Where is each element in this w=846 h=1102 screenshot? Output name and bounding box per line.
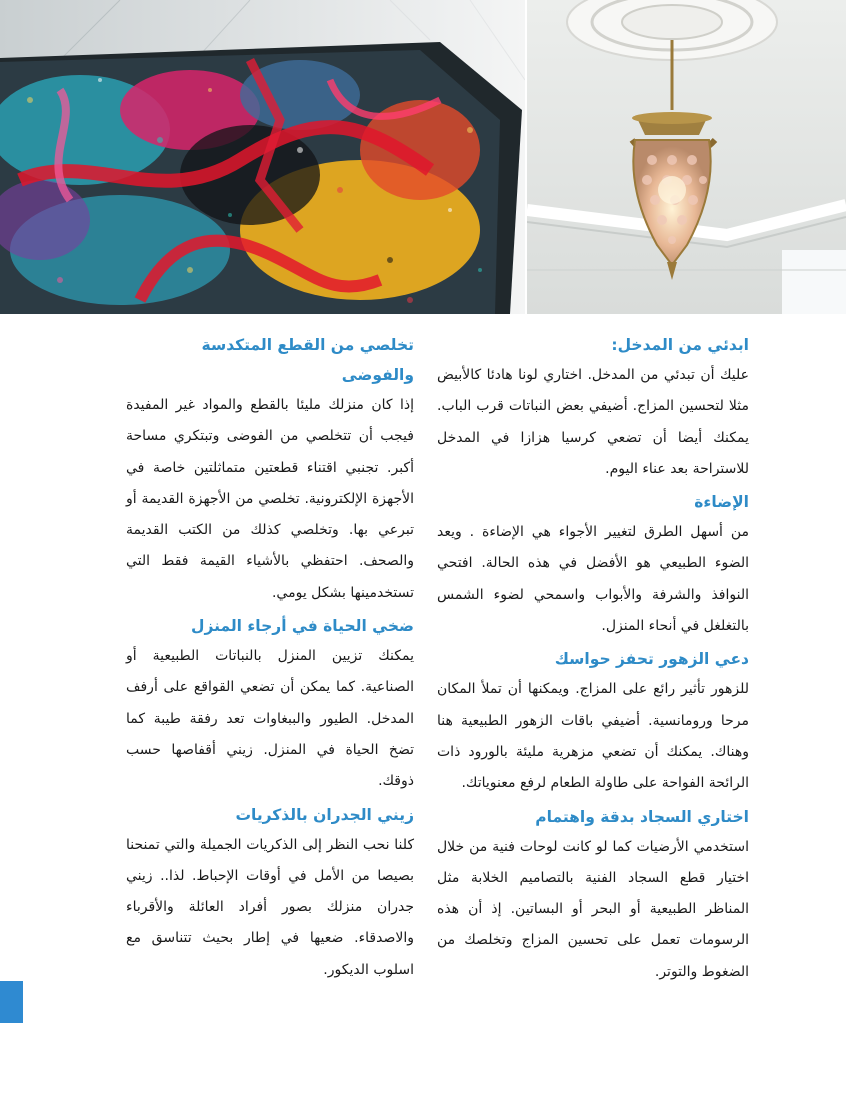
page-edge-tab [0,981,23,1023]
section-heading-declutter: تخلصي من القطع المتكدسة والفوضى [201,336,414,384]
section-body-lighting: من أسهل الطرق لتغيير الأجواء هي الإضاءة . ويعد الضوء الطبيعي هو الأفضل في هذه الحالة. افتحي النوافذ والشرفة والأبواب واسمحي لضوء الشمس بالتغلغل في أنحاء المنزل. [437,524,749,635]
section-heading-flowers: دعي الزهور تحفز حواسك [554,650,749,669]
rug-photo [0,0,525,314]
section-body-declutter: إذا كان منزلك مليئا بالقطع والمواد غير المفيدة فيجب أن تتخلصي من الفوضى وتبتكري مساحة أكبر. تجنبي اقتناء قطعتين متماثلتين خاصة في الأجهزة الإلكترونية. تخلصي من الأجهزة القديمة أو تبرعي بها. وتخلصي كذلك من الكتب القديمة والصحف. احتفظي بالأشياء القيمة فقط التي تستخدمينها بشكل يومي. [126,397,414,601]
section-body-carpets: استخدمي الأرضيات كما لو كانت لوحات فنية من خلال اختيار قطع السجاد الفنية بالتصاميم الخلابة مثل المناظر الطبيعية أو البحر أو البساتين. إذ أن هذه الرسومات تعمل على تحسين المزاج وتخلصك من الضغوط والتوتر. [437,838,749,980]
section-body-life: يمكنك تزيين المنزل بالنباتات الطبيعية أو الصناعية. كما يمكن أن تضعي القواقع على أرفف المدخل. الطيور والببغاوات تعد رفقة طيبة كما تضخ الحياة في المنزل. زيني أقفاصها حسب ذوقك. [126,648,414,790]
section-heading-lighting: الإضاءة [694,493,749,512]
section-body-entrance: عليك أن تبدئي من المدخل. اختاري لونا هادئا كالأبيض مثلا لتحسين المزاج. أضيفي بعض النباتات قرب الباب. يمكنك أيضا أن تضعي كرسيا هزازا في المدخل للاستراحة بعد عناء اليوم. [437,367,749,477]
section-heading-walls: زيني الجدران بالذكريات [235,805,414,824]
ceiling-lantern-photo-icon [527,0,846,314]
section-heading-entrance: ابدئي من المدخل: [611,336,749,354]
section-body-flowers: للزهور تأثير رائع على المزاج. ويمكنها أن تملأ المكان مرحا ورومانسية. أضيفي باقات الزهور الطبيعية هنا وهناك. يمكنك أن تضعي مزهرية مليئة بالورود ذات الرائحة الفواحة على طاولة الطعام لرفع معنوياتك. [437,681,749,792]
section-heading-life: ضخي الحياة في أرجاء المنزل [191,617,414,636]
section-body-walls: كلنا نحب النظر إلى الذكريات الجميلة والتي تمنحنا بصيصا من الأمل في أوقات الإحباط. لذا.. زيني جدران منزلك بصور أفراد العائلة والأقرباء والاصدقاء. ضعيها في إطار بحيث تتناسق مع اسلوب الديكور. [126,836,414,978]
right-column [437,330,749,990]
lamp-photo [527,0,846,314]
left-column [126,330,414,988]
abstract-rug-photo-icon [0,0,525,314]
header-photos [0,0,846,314]
section-heading-carpets: اختاري السجاد بدقة واهتمام [535,807,749,826]
